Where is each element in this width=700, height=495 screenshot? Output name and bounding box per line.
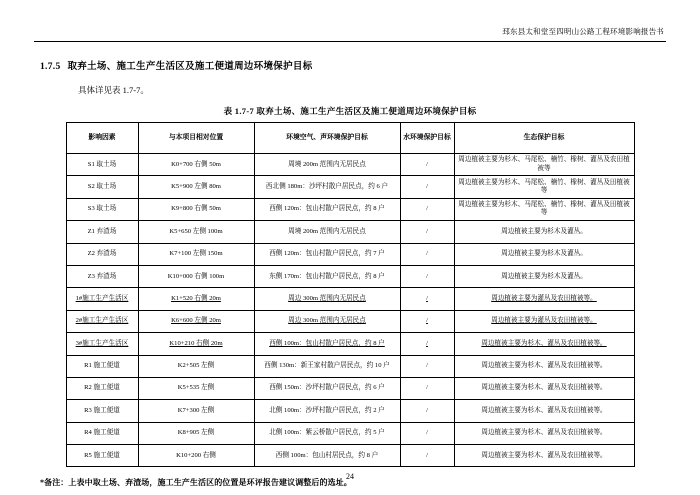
- cell-position: K7+100 左侧 150m: [138, 243, 254, 265]
- cell-factor: 1#施工生产生活区: [66, 288, 138, 310]
- cell-eco: 周边植被主要为杉木及灌丛。: [454, 243, 634, 265]
- section-lead-text: 具体详见表 1.7-7。: [78, 85, 149, 95]
- cell-factor: Z1 弃渣场: [66, 221, 138, 243]
- cell-air-noise: 周边 300m 范围内无居民点: [254, 288, 400, 310]
- cell-factor: 3#施工生产生活区: [66, 333, 138, 355]
- column-header-water: 水环境保护目标: [400, 123, 454, 154]
- cell-water: /: [400, 333, 454, 355]
- cell-water: /: [400, 422, 454, 444]
- column-header-position: 与本项目相对位置: [138, 123, 254, 154]
- cell-factor: S1 取土场: [66, 154, 138, 176]
- table-row: [66, 422, 634, 444]
- column-header-factor: 影响因素: [66, 123, 138, 154]
- cell-eco: 周边植被主要为杉木、马尾松、楠竹、橡树、灌丛及田植被等: [454, 176, 634, 198]
- cell-water: /: [400, 243, 454, 265]
- cell-position: K2+505 左侧: [138, 355, 254, 377]
- cell-eco: 周边植被主要为杉木、灌丛及农田植被等。: [454, 445, 634, 467]
- table-row: [66, 310, 634, 332]
- cell-factor: R3 施工便道: [66, 400, 138, 422]
- cell-factor: R5 施工便道: [66, 445, 138, 467]
- cell-eco: 周边植被主要为杉木、灌丛及农田植被等。: [454, 377, 634, 399]
- cell-air-noise: 东侧 170m：包山村散户居民点，约 8 户: [254, 265, 400, 287]
- table-caption: 表 1.7-7 取弃土场、施工生产生活区及施工便道周边环境保护目标: [223, 106, 477, 116]
- column-header-eco: 生态保护目标: [454, 123, 634, 154]
- cell-water: /: [400, 400, 454, 422]
- cell-position: K7+300 左侧: [138, 400, 254, 422]
- cell-water: /: [400, 154, 454, 176]
- table-footnote: *备注：上表中取土场、弃渣场，施工生产生活区的位置是环评报告建议调整后的选址。: [40, 478, 352, 488]
- table-row: [66, 154, 634, 176]
- cell-eco: 周边植被主要为杉木、灌丛及农田植被等。: [454, 355, 634, 377]
- cell-position: K5+900 左侧 80m: [138, 176, 254, 198]
- cell-eco: 周边植被主要为灌丛及农田植被等。: [454, 288, 634, 310]
- cell-eco: 周边植被主要为杉木、灌丛及农田植被等。: [454, 400, 634, 422]
- cell-air-noise: 北侧 100m：紫云桥散户居民点，约 5 户: [254, 422, 400, 444]
- cell-position: K10+200 右侧: [138, 445, 254, 467]
- cell-air-noise: 西侧 100m：包山村居民点，约 8 户: [254, 445, 400, 467]
- cell-eco: 周边植被主要为杉木、灌丛及农田植被等。: [454, 333, 634, 355]
- cell-air-noise: 北侧 100m：沙坪村散户居民点，约 2 户: [254, 400, 400, 422]
- cell-position: K1+520 右侧 20m: [138, 288, 254, 310]
- cell-factor: 2#施工生产生活区: [66, 310, 138, 332]
- cell-eco: 周边植被主要为杉木及灌丛。: [454, 221, 634, 243]
- cell-position: K0+700 右侧 50m: [138, 154, 254, 176]
- table-row: [66, 355, 634, 377]
- table-row: [66, 333, 634, 355]
- cell-factor: R1 施工便道: [66, 355, 138, 377]
- cell-water: /: [400, 288, 454, 310]
- table-row: [66, 221, 634, 243]
- cell-eco: 周边植被主要为杉木、灌丛及农田植被等。: [454, 422, 634, 444]
- cell-eco: 周边植被主要为杉木、马尾松、楠竹、橡树、灌丛及农田植被等: [454, 154, 634, 176]
- table-row: [66, 377, 634, 399]
- cell-air-noise: 周境 200m 范围内无居民点: [254, 154, 400, 176]
- column-header-air-noise: 环境空气、声环境保护目标: [254, 123, 400, 154]
- cell-air-noise: 西侧 100m：包山村散户居民点，约 8 户: [254, 333, 400, 355]
- cell-factor: S2 取土场: [66, 176, 138, 198]
- cell-position: K5+650 左侧 100m: [138, 221, 254, 243]
- table-row: [66, 265, 634, 287]
- table-row: [66, 288, 634, 310]
- cell-water: /: [400, 355, 454, 377]
- table-row: [66, 400, 634, 422]
- cell-eco: 周边植被主要为灌丛及农田植被等。: [454, 310, 634, 332]
- section-title: 取弃土场、施工生产生活区及施工便道周边环境保护目标: [67, 62, 313, 72]
- cell-air-noise: 西侧 120m：包山村散户居民点，约 7 户: [254, 243, 400, 265]
- table-row: [66, 198, 634, 220]
- cell-water: /: [400, 221, 454, 243]
- cell-water: /: [400, 445, 454, 467]
- cell-factor: S3 取土场: [66, 198, 138, 220]
- table-header-row: [66, 123, 634, 154]
- section-heading: [40, 58, 666, 72]
- cell-position: K9+800 右侧 50m: [138, 198, 254, 220]
- cell-position: K8+905 左侧: [138, 422, 254, 444]
- cell-position: K10+210 右侧 20m: [138, 333, 254, 355]
- cell-air-noise: 周边 300m 范围内无居民点: [254, 310, 400, 332]
- page-number: 24: [346, 472, 354, 481]
- cell-factor: Z3 弃渣场: [66, 265, 138, 287]
- cell-air-noise: 西侧 120m：包山村散户居民点，约 8 户: [254, 198, 400, 220]
- running-header: 邳东县太和堂至四明山公路工程环境影响报告书: [502, 27, 664, 36]
- cell-factor: Z2 弃渣场: [66, 243, 138, 265]
- table-row: [66, 243, 634, 265]
- table-row: [66, 176, 634, 198]
- cell-factor: R4 施工便道: [66, 422, 138, 444]
- cell-air-noise: 西北侧 180m：沙坪村散户居民点，约 6 户: [254, 176, 400, 198]
- section-number: 1.7.5: [40, 62, 61, 72]
- cell-water: /: [400, 198, 454, 220]
- cell-water: /: [400, 310, 454, 332]
- environmental-protection-table: [66, 122, 635, 467]
- cell-water: /: [400, 265, 454, 287]
- cell-air-noise: 周境 200m 范围内无居民点: [254, 221, 400, 243]
- cell-air-noise: 西侧 130m：新王家村散户居民点，约 10 户: [254, 355, 400, 377]
- cell-eco: 周边植被主要为杉木、马尾松、楠竹、橡树、灌丛及田植被等: [454, 198, 634, 220]
- cell-factor: R2 施工便道: [66, 377, 138, 399]
- cell-air-noise: 西侧 150m：沙坪村散户居民点，约 6 户: [254, 377, 400, 399]
- cell-eco: 周边植被主要为杉木及灌丛。: [454, 265, 634, 287]
- table-row: [66, 445, 634, 467]
- cell-position: K10+000 右侧 100m: [138, 265, 254, 287]
- cell-position: K6+600 左侧 20m: [138, 310, 254, 332]
- header-divider: [34, 41, 666, 42]
- cell-water: /: [400, 377, 454, 399]
- cell-position: K5+535 左侧: [138, 377, 254, 399]
- cell-water: /: [400, 176, 454, 198]
